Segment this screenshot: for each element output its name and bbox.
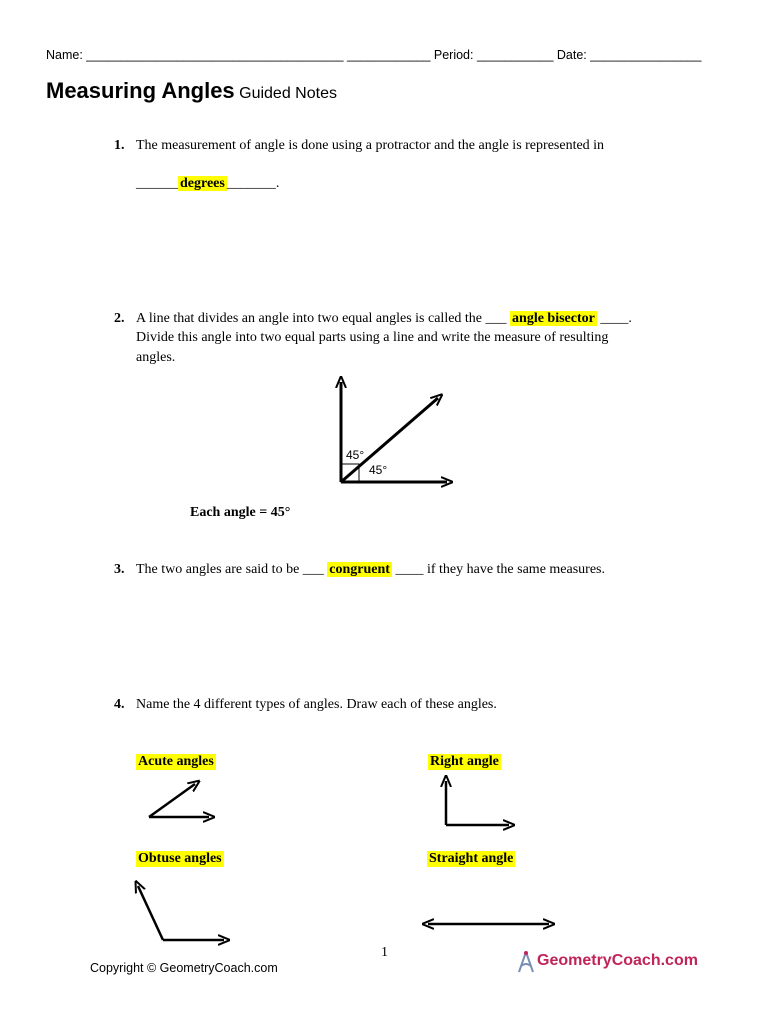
label-right-angle: Right angle — [430, 754, 499, 769]
page-number: 1 — [381, 945, 388, 960]
answer-angle-bisector: angle bisector — [512, 311, 595, 326]
question-number: 4. — [114, 697, 125, 712]
header-name-period-date: Name: _____________________________________ ____________ Period: ___________ Date: ________________ — [46, 48, 702, 62]
angle-label-upper: 45° — [346, 448, 365, 462]
label-acute-angles: Acute angles — [138, 754, 214, 769]
question-2-line-2: Divide this angle into two equal parts using a line and write the measure of resulting — [136, 330, 609, 345]
question-text: The two angles are said to be ___ — [136, 562, 324, 577]
question-number: 3. — [114, 562, 125, 577]
label-straight-angle: Straight angle — [429, 851, 514, 866]
copyright-text: Copyright © GeometryCoach.com — [90, 961, 278, 975]
blank: ____. — [600, 311, 632, 326]
answer-congruent: congruent — [329, 562, 390, 577]
question-text: Name the 4 different types of angles. Draw each of these angles. — [136, 697, 497, 712]
acute-angle-drawing — [149, 784, 209, 817]
question-text: The measurement of angle is done using a protractor and the angle is represented in — [136, 138, 605, 153]
question-text: ____ if they have the same measures. — [395, 562, 605, 577]
blank: _______. — [226, 176, 280, 191]
answer-degrees: degrees — [180, 176, 225, 191]
each-angle-answer: Each angle = 45° — [190, 505, 291, 520]
question-number: 2. — [114, 311, 125, 326]
logo-text: GeometryCoach.com — [537, 952, 698, 969]
obtuse-angle-drawing — [138, 886, 224, 940]
question-number: 1. — [114, 138, 125, 153]
title-sub: Guided Notes — [239, 85, 337, 102]
question-2-line-3: angles. — [136, 350, 176, 365]
question-text: A line that divides an angle into two equal angles is called the ___ — [136, 311, 507, 326]
blank: ______ — [136, 176, 178, 191]
title-main: Measuring Angles — [46, 78, 235, 103]
angle-label-lower: 45° — [369, 463, 388, 477]
compass-icon — [515, 950, 537, 974]
label-obtuse-angles: Obtuse angles — [138, 851, 222, 866]
right-angle-drawing — [446, 781, 509, 825]
